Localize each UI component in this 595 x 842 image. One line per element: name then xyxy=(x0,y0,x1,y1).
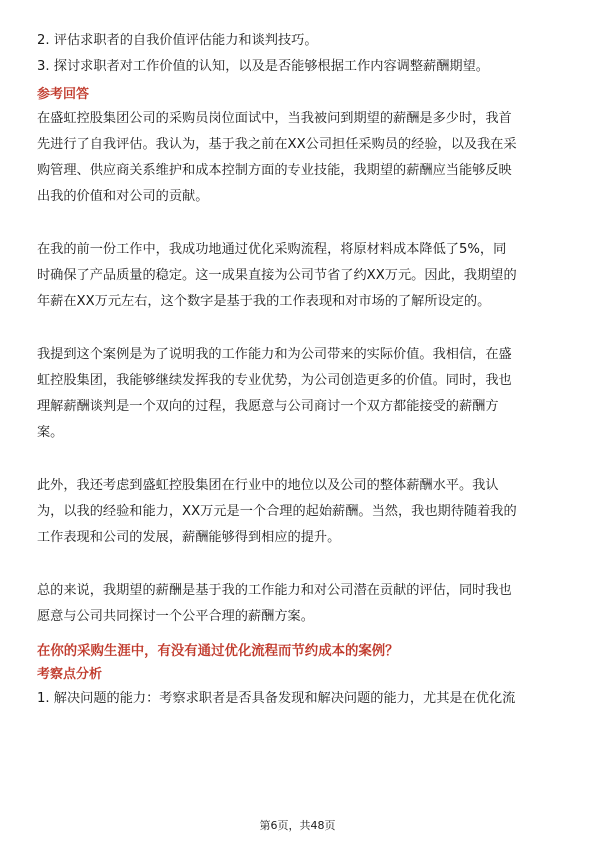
paragraph-line: 在盛虹控股集团公司的采购员岗位面试中，当我被问到期望的薪酬是多少时，我首 xyxy=(37,111,512,126)
paragraph-line: 此外，我还考虑到盛虹控股集团在行业中的地位以及公司的整体薪酬水平。我认 xyxy=(37,478,499,493)
paragraph-line: 理解薪酬谈判是一个双向的过程，我愿意与公司商讨一个双方都能接受的薪酬方 xyxy=(37,399,499,414)
interview-question: 在你的采购生涯中，有没有通过优化流程而节约成本的案例？ xyxy=(37,644,399,659)
paragraph-line: 时确保了产品质量的稳定。这一成果直接为公司节省了约XX万元。因此，我期望的 xyxy=(37,268,517,283)
paragraph-line: 购管理、供应商关系维护和成本控制方面的专业技能，我期望的薪酬应当能够反映 xyxy=(37,163,512,178)
paragraph-line: 为，以我的经验和能力，XX万元是一个合理的起始薪酬。当然，我也期待随着我的 xyxy=(37,504,517,519)
list-item: 3. 探讨求职者对工作价值的认知，以及是否能够根据工作内容调整薪酬期望。 xyxy=(37,59,489,74)
answer-paragraph xyxy=(37,106,561,210)
paragraph-line: 在我的前一份工作中，我成功地通过优化采购流程，将原材料成本降低了5%，同 xyxy=(37,242,507,257)
paragraph-line: 先进行了自我评估。我认为，基于我之前在XX公司担任采购员的经验，以及我在采 xyxy=(37,137,517,152)
page-footer: 第6页，共48页 xyxy=(259,819,336,832)
analysis-heading: 考察点分析 xyxy=(37,667,103,682)
paragraph-line: 我提到这个案例是为了说明我的工作能力和为公司带来的实际价值。我相信，在盛 xyxy=(37,347,512,362)
paragraph-line: 虹控股集团，我能够继续发挥我的专业优势，为公司创造更多的价值。同时，我也 xyxy=(37,373,512,388)
paragraph-line: 年薪在XX万元左右，这个数字是基于我的工作表现和对市场的了解所设定的。 xyxy=(37,294,491,309)
answer-paragraph xyxy=(37,342,561,446)
paragraph-line: 愿意与公司共同探讨一个公平合理的薪酬方案。 xyxy=(37,609,314,624)
analysis-item: 1. 解决问题的能力：考察求职者是否具备发现和解决问题的能力，尤其是在优化流 xyxy=(37,691,516,706)
answer-paragraph xyxy=(37,578,561,630)
paragraph-line: 总的来说，我期望的薪酬是基于我的工作能力和对公司潜在贡献的评估，同时我也 xyxy=(37,583,512,598)
answer-paragraph xyxy=(37,237,561,315)
paragraph-line: 出我的价值和对公司的贡献。 xyxy=(37,189,209,204)
list-item: 2. 评估求职者的自我价值评估能力和谈判技巧。 xyxy=(37,33,318,48)
paragraph-line: 案。 xyxy=(37,425,64,440)
answer-paragraph xyxy=(37,473,561,551)
reference-answer-heading: 参考回答 xyxy=(37,87,90,102)
paragraph-line: 工作表现和公司的发展，薪酬能够得到相应的提升。 xyxy=(37,530,341,545)
page-content xyxy=(37,28,561,712)
